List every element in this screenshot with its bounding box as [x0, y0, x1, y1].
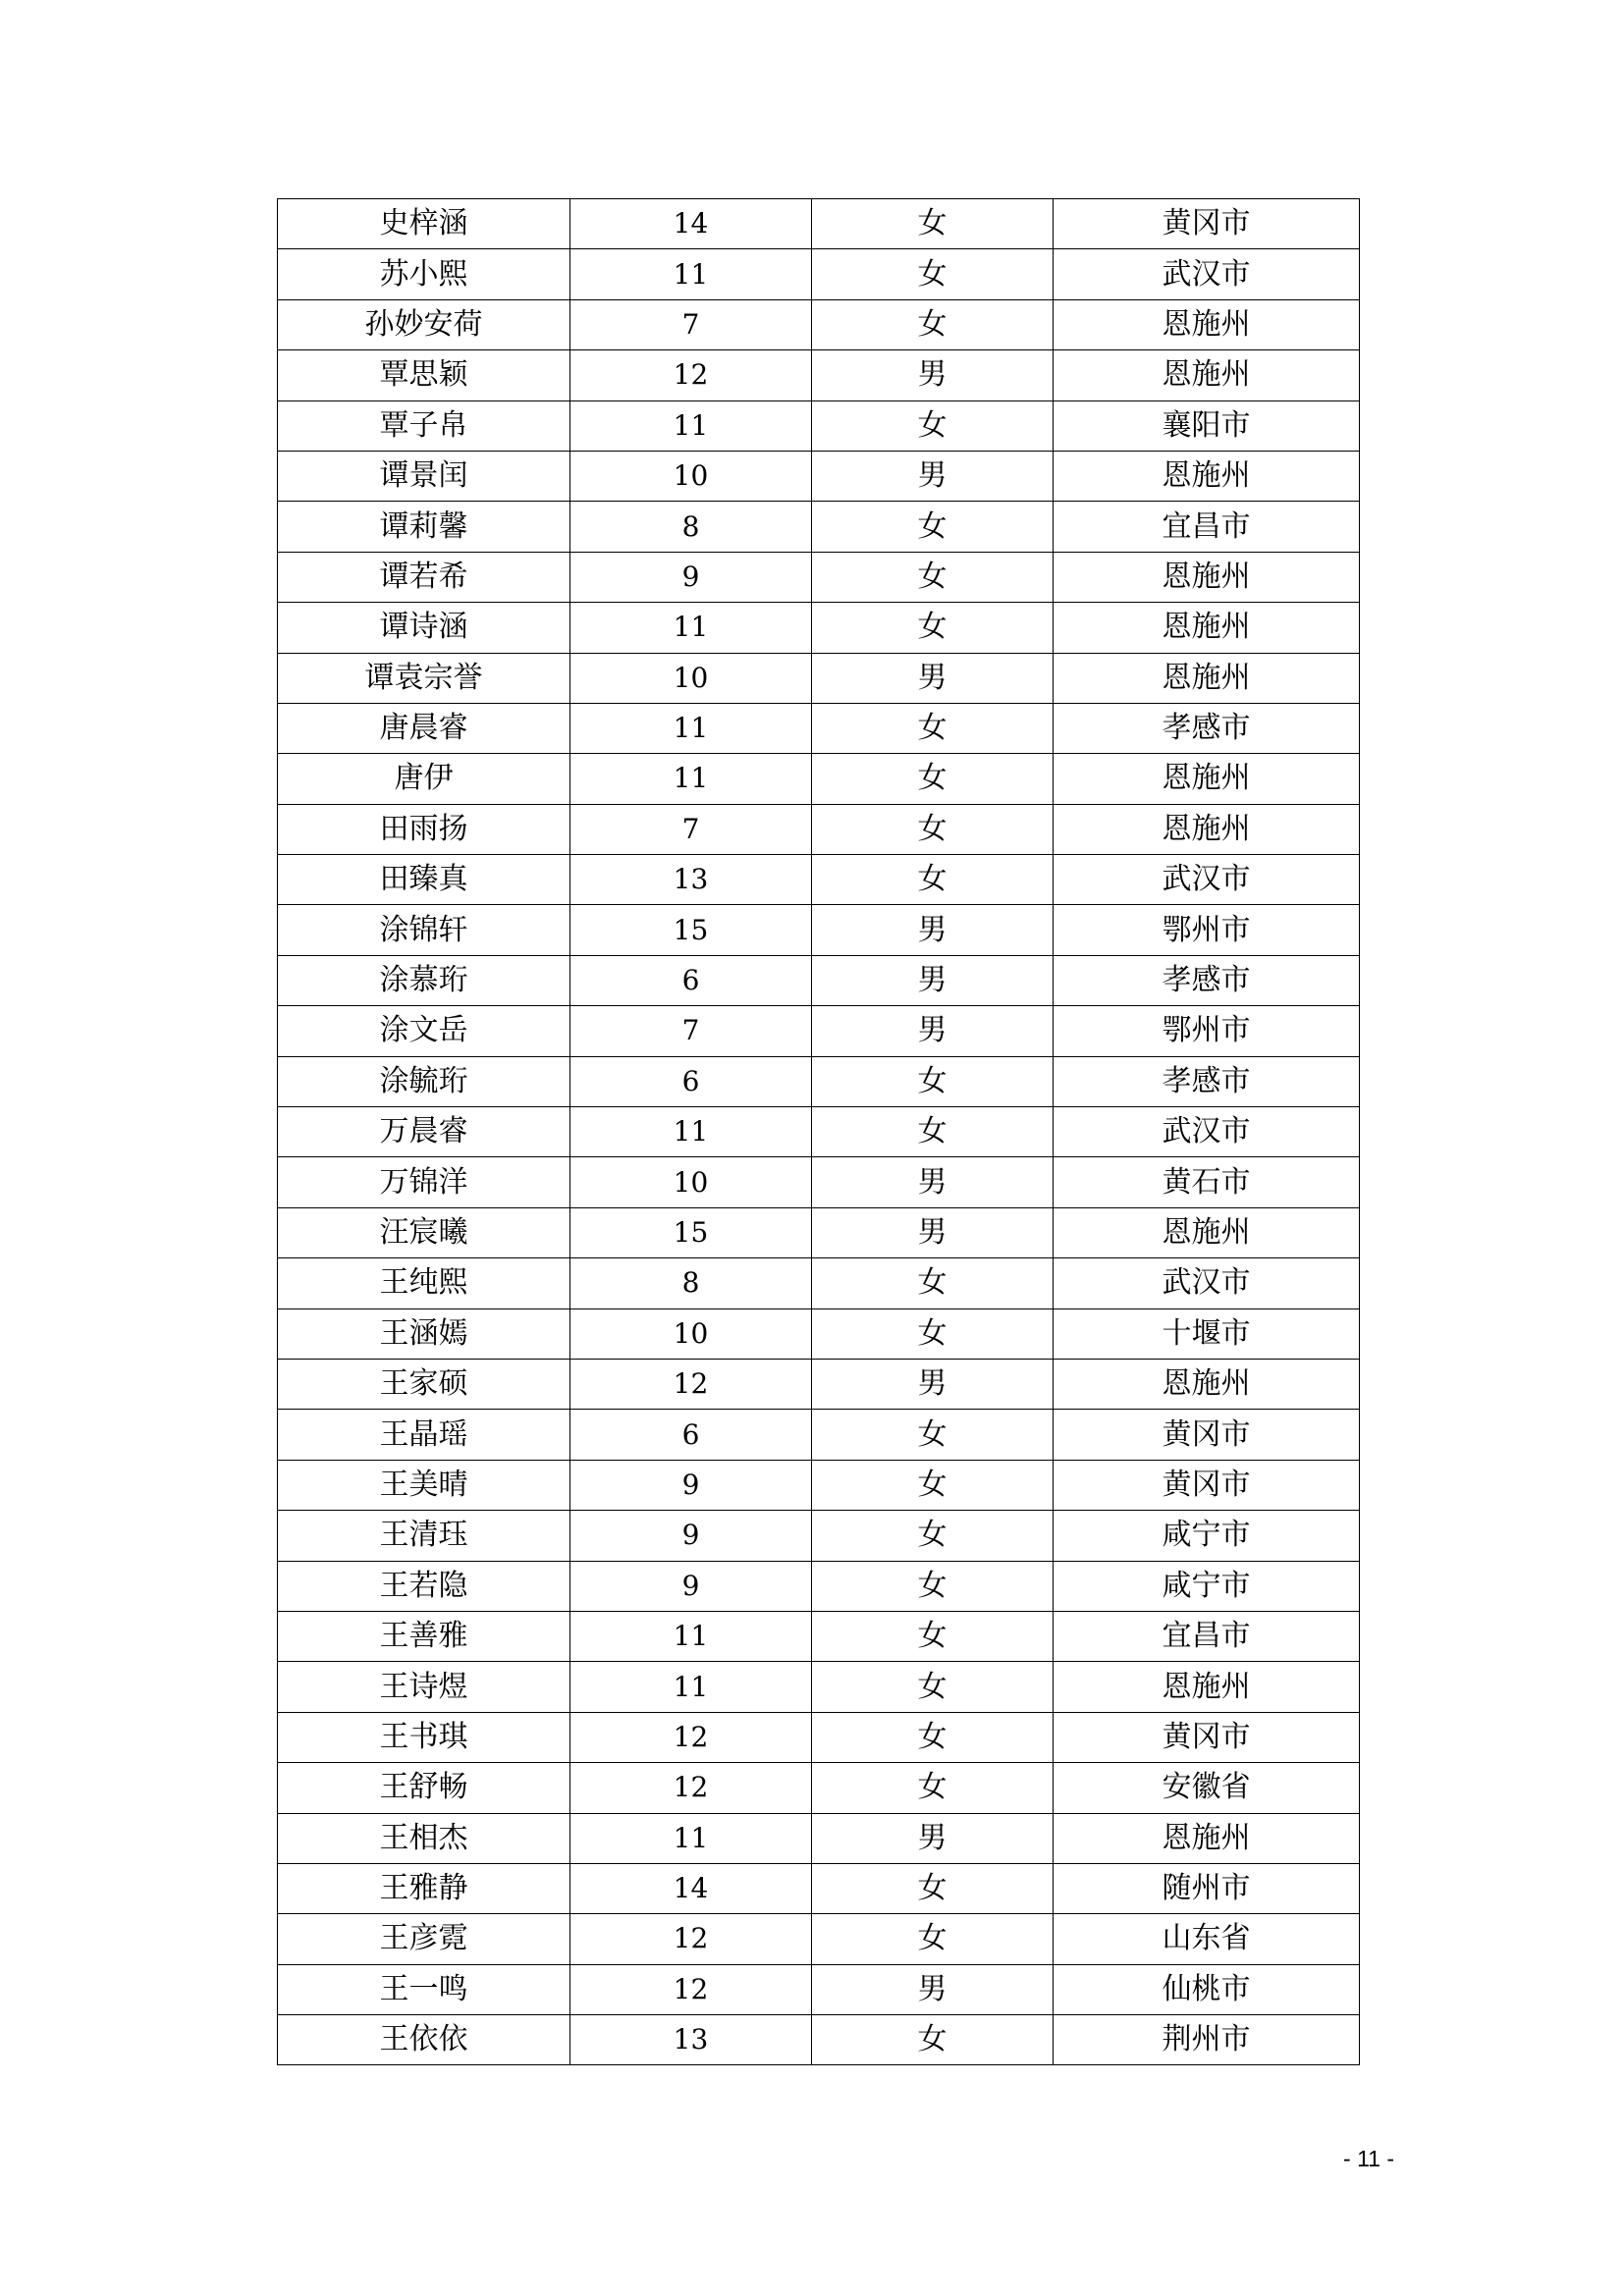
region-cell: 咸宁市: [1054, 1511, 1360, 1561]
table-row: [278, 299, 1360, 349]
region-cell: 武汉市: [1054, 1107, 1360, 1157]
region-cell: 武汉市: [1054, 249, 1360, 299]
table-row: [278, 855, 1360, 905]
region-cell: 咸宁市: [1054, 1561, 1360, 1611]
age-cell: 12: [570, 1964, 812, 2014]
gender-cell: 女: [812, 1410, 1054, 1460]
gender-cell: 女: [812, 855, 1054, 905]
table-row: [278, 955, 1360, 1005]
region-cell: 武汉市: [1054, 1258, 1360, 1308]
gender-cell: 男: [812, 653, 1054, 703]
gender-cell: 女: [812, 1056, 1054, 1106]
region-cell: 恩施州: [1054, 299, 1360, 349]
table-row: [278, 1460, 1360, 1510]
name-cell: 田雨扬: [278, 804, 570, 854]
name-cell: 田臻真: [278, 855, 570, 905]
region-cell: 鄂州市: [1054, 905, 1360, 955]
table-row: [278, 1359, 1360, 1409]
age-cell: 12: [570, 1712, 812, 1762]
gender-cell: 男: [812, 1813, 1054, 1863]
age-cell: 14: [570, 199, 812, 249]
region-cell: 恩施州: [1054, 350, 1360, 400]
table-row: [278, 350, 1360, 400]
table-row: [278, 1511, 1360, 1561]
table-row: [278, 1207, 1360, 1257]
name-cell: 王涵嫣: [278, 1308, 570, 1359]
region-cell: 孝感市: [1054, 1056, 1360, 1106]
name-cell: 涂慕珩: [278, 955, 570, 1005]
table-row: [278, 1410, 1360, 1460]
gender-cell: 女: [812, 1511, 1054, 1561]
age-cell: 11: [570, 1662, 812, 1712]
name-cell: 苏小熙: [278, 249, 570, 299]
table-row: [278, 1964, 1360, 2014]
name-cell: 王纯熙: [278, 1258, 570, 1308]
name-cell: 王诗煜: [278, 1662, 570, 1712]
table-row: [278, 249, 1360, 299]
age-cell: 13: [570, 855, 812, 905]
gender-cell: 女: [812, 1712, 1054, 1762]
age-cell: 7: [570, 1006, 812, 1056]
table-row: [278, 1763, 1360, 1813]
gender-cell: 女: [812, 552, 1054, 602]
region-cell: 黄冈市: [1054, 1712, 1360, 1762]
gender-cell: 男: [812, 350, 1054, 400]
table-row: [278, 552, 1360, 602]
age-cell: 15: [570, 1207, 812, 1257]
region-cell: 黄冈市: [1054, 1410, 1360, 1460]
region-cell: 黄冈市: [1054, 199, 1360, 249]
age-cell: 12: [570, 1359, 812, 1409]
region-cell: 恩施州: [1054, 754, 1360, 804]
gender-cell: 女: [812, 1460, 1054, 1510]
region-cell: 孝感市: [1054, 703, 1360, 753]
name-cell: 万晨睿: [278, 1107, 570, 1157]
name-cell: 史梓涵: [278, 199, 570, 249]
age-cell: 15: [570, 905, 812, 955]
name-cell: 王舒畅: [278, 1763, 570, 1813]
gender-cell: 男: [812, 1157, 1054, 1207]
region-cell: 恩施州: [1054, 603, 1360, 653]
age-cell: 10: [570, 1308, 812, 1359]
name-cell: 万锦洋: [278, 1157, 570, 1207]
region-cell: 山东省: [1054, 1914, 1360, 1964]
region-cell: 恩施州: [1054, 552, 1360, 602]
region-cell: 黄冈市: [1054, 1460, 1360, 1510]
name-cell: 谭景闰: [278, 451, 570, 501]
name-cell: 谭若希: [278, 552, 570, 602]
age-cell: 7: [570, 299, 812, 349]
table-row: [278, 703, 1360, 753]
table-row: [278, 1662, 1360, 1712]
region-cell: 十堰市: [1054, 1308, 1360, 1359]
table-row: [278, 1006, 1360, 1056]
gender-cell: 男: [812, 905, 1054, 955]
age-cell: 10: [570, 653, 812, 703]
gender-cell: 女: [812, 400, 1054, 451]
name-cell: 谭莉馨: [278, 502, 570, 552]
gender-cell: 女: [812, 703, 1054, 753]
name-cell: 王一鸣: [278, 1964, 570, 2014]
name-cell: 王书琪: [278, 1712, 570, 1762]
gender-cell: 女: [812, 754, 1054, 804]
age-cell: 11: [570, 249, 812, 299]
age-cell: 11: [570, 1813, 812, 1863]
table-row: [278, 1107, 1360, 1157]
table-row: [278, 1813, 1360, 1863]
table-row: [278, 754, 1360, 804]
region-cell: 鄂州市: [1054, 1006, 1360, 1056]
gender-cell: 女: [812, 2015, 1054, 2065]
table-row: [278, 804, 1360, 854]
region-cell: 恩施州: [1054, 1359, 1360, 1409]
name-cell: 汪宸曦: [278, 1207, 570, 1257]
gender-cell: 女: [812, 1107, 1054, 1157]
name-cell: 谭诗涵: [278, 603, 570, 653]
gender-cell: 女: [812, 1914, 1054, 1964]
age-cell: 12: [570, 1914, 812, 1964]
name-cell: 唐晨睿: [278, 703, 570, 753]
name-cell: 涂文岳: [278, 1006, 570, 1056]
gender-cell: 女: [812, 1561, 1054, 1611]
name-cell: 覃子帛: [278, 400, 570, 451]
age-cell: 13: [570, 2015, 812, 2065]
page-number: - 11 -: [1343, 2146, 1394, 2171]
name-cell: 王善雅: [278, 1611, 570, 1661]
region-cell: 武汉市: [1054, 855, 1360, 905]
name-cell: 谭袁宗誉: [278, 653, 570, 703]
table-row: [278, 1712, 1360, 1762]
age-cell: 11: [570, 703, 812, 753]
age-cell: 11: [570, 1107, 812, 1157]
region-cell: 随州市: [1054, 1863, 1360, 1913]
gender-cell: 女: [812, 249, 1054, 299]
name-cell: 王家硕: [278, 1359, 570, 1409]
name-cell: 孙妙安荷: [278, 299, 570, 349]
region-cell: 恩施州: [1054, 1662, 1360, 1712]
name-cell: 王相杰: [278, 1813, 570, 1863]
name-cell: 王雅静: [278, 1863, 570, 1913]
age-cell: 14: [570, 1863, 812, 1913]
age-cell: 9: [570, 1511, 812, 1561]
name-cell: 王依依: [278, 2015, 570, 2065]
age-cell: 11: [570, 400, 812, 451]
table-row: [278, 400, 1360, 451]
region-cell: 恩施州: [1054, 451, 1360, 501]
region-cell: 仙桃市: [1054, 1964, 1360, 2014]
table-row: [278, 1308, 1360, 1359]
roster-table: [277, 198, 1360, 2065]
table-row: [278, 1863, 1360, 1913]
age-cell: 12: [570, 350, 812, 400]
gender-cell: 女: [812, 1763, 1054, 1813]
name-cell: 王清珏: [278, 1511, 570, 1561]
age-cell: 11: [570, 754, 812, 804]
age-cell: 9: [570, 1561, 812, 1611]
age-cell: 6: [570, 1410, 812, 1460]
gender-cell: 男: [812, 1006, 1054, 1056]
table-row: [278, 1056, 1360, 1106]
name-cell: 涂锦轩: [278, 905, 570, 955]
table-row: [278, 199, 1360, 249]
gender-cell: 女: [812, 603, 1054, 653]
gender-cell: 女: [812, 804, 1054, 854]
table-row: [278, 905, 1360, 955]
name-cell: 王若隐: [278, 1561, 570, 1611]
table-row: [278, 653, 1360, 703]
gender-cell: 男: [812, 1207, 1054, 1257]
table-row: [278, 502, 1360, 552]
age-cell: 9: [570, 1460, 812, 1510]
region-cell: 宜昌市: [1054, 1611, 1360, 1661]
age-cell: 6: [570, 955, 812, 1005]
region-cell: 安徽省: [1054, 1763, 1360, 1813]
name-cell: 覃思颖: [278, 350, 570, 400]
age-cell: 10: [570, 1157, 812, 1207]
age-cell: 12: [570, 1763, 812, 1813]
region-cell: 孝感市: [1054, 955, 1360, 1005]
table-row: [278, 1611, 1360, 1661]
name-cell: 涂毓珩: [278, 1056, 570, 1106]
gender-cell: 女: [812, 1863, 1054, 1913]
gender-cell: 女: [812, 299, 1054, 349]
name-cell: 唐伊: [278, 754, 570, 804]
roster-table-body: [278, 199, 1360, 2065]
table-row: [278, 1157, 1360, 1207]
age-cell: 10: [570, 451, 812, 501]
region-cell: 恩施州: [1054, 1207, 1360, 1257]
age-cell: 8: [570, 1258, 812, 1308]
age-cell: 8: [570, 502, 812, 552]
gender-cell: 女: [812, 1308, 1054, 1359]
table-row: [278, 451, 1360, 501]
table-row: [278, 2015, 1360, 2065]
region-cell: 襄阳市: [1054, 400, 1360, 451]
table-row: [278, 603, 1360, 653]
age-cell: 11: [570, 1611, 812, 1661]
region-cell: 恩施州: [1054, 804, 1360, 854]
age-cell: 9: [570, 552, 812, 602]
gender-cell: 女: [812, 502, 1054, 552]
region-cell: 恩施州: [1054, 1813, 1360, 1863]
age-cell: 7: [570, 804, 812, 854]
gender-cell: 女: [812, 1611, 1054, 1661]
gender-cell: 男: [812, 1964, 1054, 2014]
name-cell: 王彦霓: [278, 1914, 570, 1964]
gender-cell: 女: [812, 1258, 1054, 1308]
region-cell: 宜昌市: [1054, 502, 1360, 552]
table-row: [278, 1258, 1360, 1308]
region-cell: 荆州市: [1054, 2015, 1360, 2065]
gender-cell: 女: [812, 1662, 1054, 1712]
name-cell: 王晶瑶: [278, 1410, 570, 1460]
gender-cell: 男: [812, 451, 1054, 501]
name-cell: 王美晴: [278, 1460, 570, 1510]
age-cell: 11: [570, 603, 812, 653]
gender-cell: 女: [812, 199, 1054, 249]
table-row: [278, 1561, 1360, 1611]
gender-cell: 男: [812, 1359, 1054, 1409]
table-row: [278, 1914, 1360, 1964]
region-cell: 恩施州: [1054, 653, 1360, 703]
age-cell: 6: [570, 1056, 812, 1106]
region-cell: 黄石市: [1054, 1157, 1360, 1207]
gender-cell: 男: [812, 955, 1054, 1005]
